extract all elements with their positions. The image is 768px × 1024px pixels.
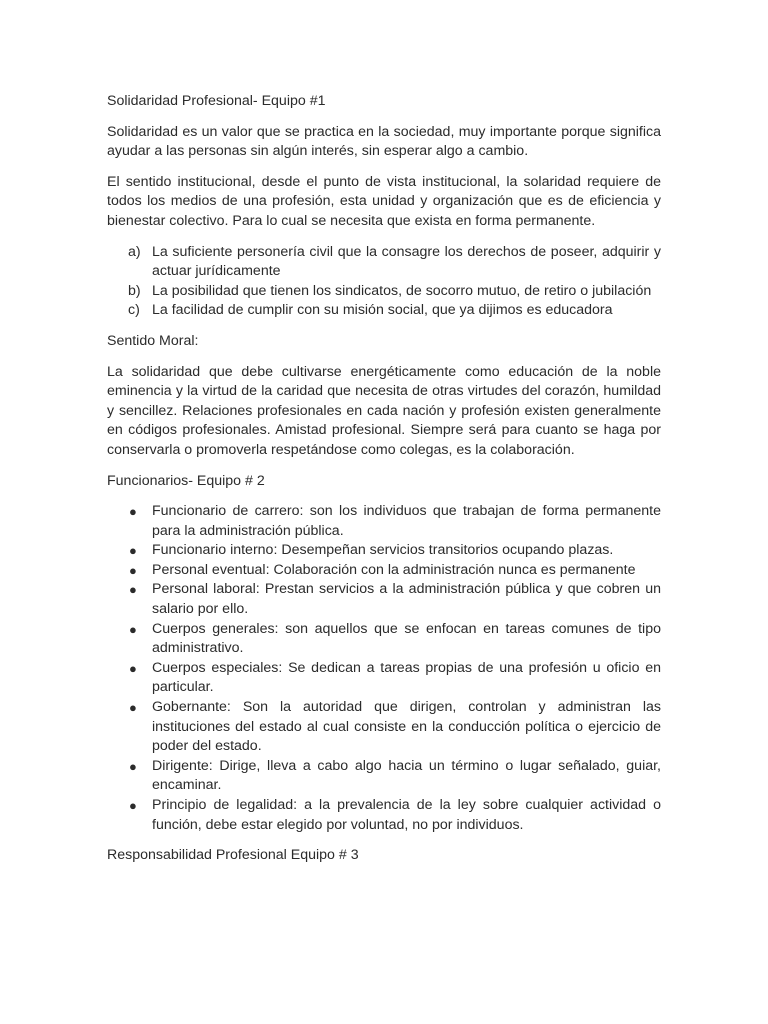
moral-section-title: Sentido Moral: [107, 332, 199, 349]
list-item [107, 561, 661, 581]
section-3-title: Responsabilidad Profesional Equipo # 3 [107, 847, 359, 864]
list-item-text: Gobernante: Son la autoridad que dirigen, controlan y administran las instituciones del estado al cual consiste en la conducción política o ejercicio de poder del estado. [152, 699, 661, 755]
list-item-text: Funcionario interno: Desempeñan servicios transitorios ocupando plazas. [152, 542, 614, 559]
bullet-icon: ● [129, 621, 137, 637]
bullet-icon: ● [129, 543, 137, 559]
list-item [107, 502, 661, 541]
list-item [107, 757, 661, 796]
list-item-text: La posibilidad que tienen los sindicatos, de socorro mutuo, de retiro o jubilación [152, 282, 652, 299]
section-1-paragraph-1: Solidaridad es un valor que se practica en la sociedad, muy importante porque significa ayudar a las personas sin algún interés, sin esperar algo a cambio. [107, 123, 661, 160]
list-item [107, 243, 661, 282]
list-item-text: Funcionario de carrero: son los individuos que trabajan de forma permanente para la administración pública. [152, 503, 661, 539]
document-page [107, 92, 661, 866]
bullet-icon: ● [129, 798, 137, 813]
list-item [107, 796, 661, 835]
list-item [107, 698, 661, 757]
list-item-text: La suficiente personería civil que la consagre los derechos de poseer, adquirir y actuar jurídicamente [152, 243, 661, 280]
list-item-text: Personal eventual: Colaboración con la administración nunca es permanente [152, 561, 636, 578]
list-item [107, 580, 661, 619]
list-item [107, 282, 661, 302]
list-marker: b) [128, 282, 141, 299]
section-2-title: Funcionarios- Equipo # 2 [107, 472, 265, 489]
moral-section-paragraph: La solidaridad que debe cultivarse energéticamente como educación de la noble eminencia y la virtud de la caridad que necesita de otras virtudes del corazón, humildad y sencillez. Relaciones profesionales en cada nación y profesión existen generalmente en códigos profesionales. Amistad profesional. Siempre será para cuanto se haga por conservarla o promoverla respetándose como colegas, es la colaboración. [107, 363, 661, 458]
section-2-bullet-list [107, 502, 661, 835]
list-marker: a) [128, 243, 141, 260]
bullet-icon: ● [129, 700, 137, 716]
list-item [107, 541, 661, 561]
list-item-text: Personal laboral: Prestan servicios a la administración pública y que cobren un salario por ello. [152, 581, 661, 618]
section-1-lettered-list [107, 243, 661, 321]
bullet-icon: ● [129, 660, 137, 676]
list-item-text: Dirigente: Dirige, lleva a cabo algo hacia un término o lugar señalado, guiar, encaminar. [152, 757, 661, 794]
bullet-icon: ● [129, 582, 137, 598]
list-item-text: Cuerpos generales: son aquellos que se enfocan en tareas comunes de tipo administrativo. [152, 620, 661, 657]
bullet-icon: ● [129, 562, 137, 578]
bullet-icon: ● [129, 758, 137, 774]
section-1-title: Solidaridad Profesional- Equipo #1 [107, 93, 326, 109]
list-item-text: La facilidad de cumplir con su misión social, que ya dijimos es educadora [152, 302, 613, 319]
bullet-icon: ● [129, 504, 137, 520]
list-item [107, 301, 661, 321]
list-item [107, 659, 661, 698]
list-marker: c) [128, 302, 140, 319]
list-item-text: Cuerpos especiales: Se dedican a tareas propias de una profesión u oficio en particular. [152, 659, 661, 696]
section-1-paragraph-2: El sentido institucional, desde el punto de vista institucional, la solaridad requiere de todos los medios de una profesión, esta unidad y organización que es de eficiencia y bienestar colectivo. Para lo cual se necesita que exista en forma permanente. [107, 173, 661, 229]
list-item [107, 620, 661, 659]
list-item-text: Principio de legalidad: a la prevalencia de la ley sobre cualquier actividad o función, debe estar elegido por voluntad, no por individuos. [152, 797, 661, 833]
